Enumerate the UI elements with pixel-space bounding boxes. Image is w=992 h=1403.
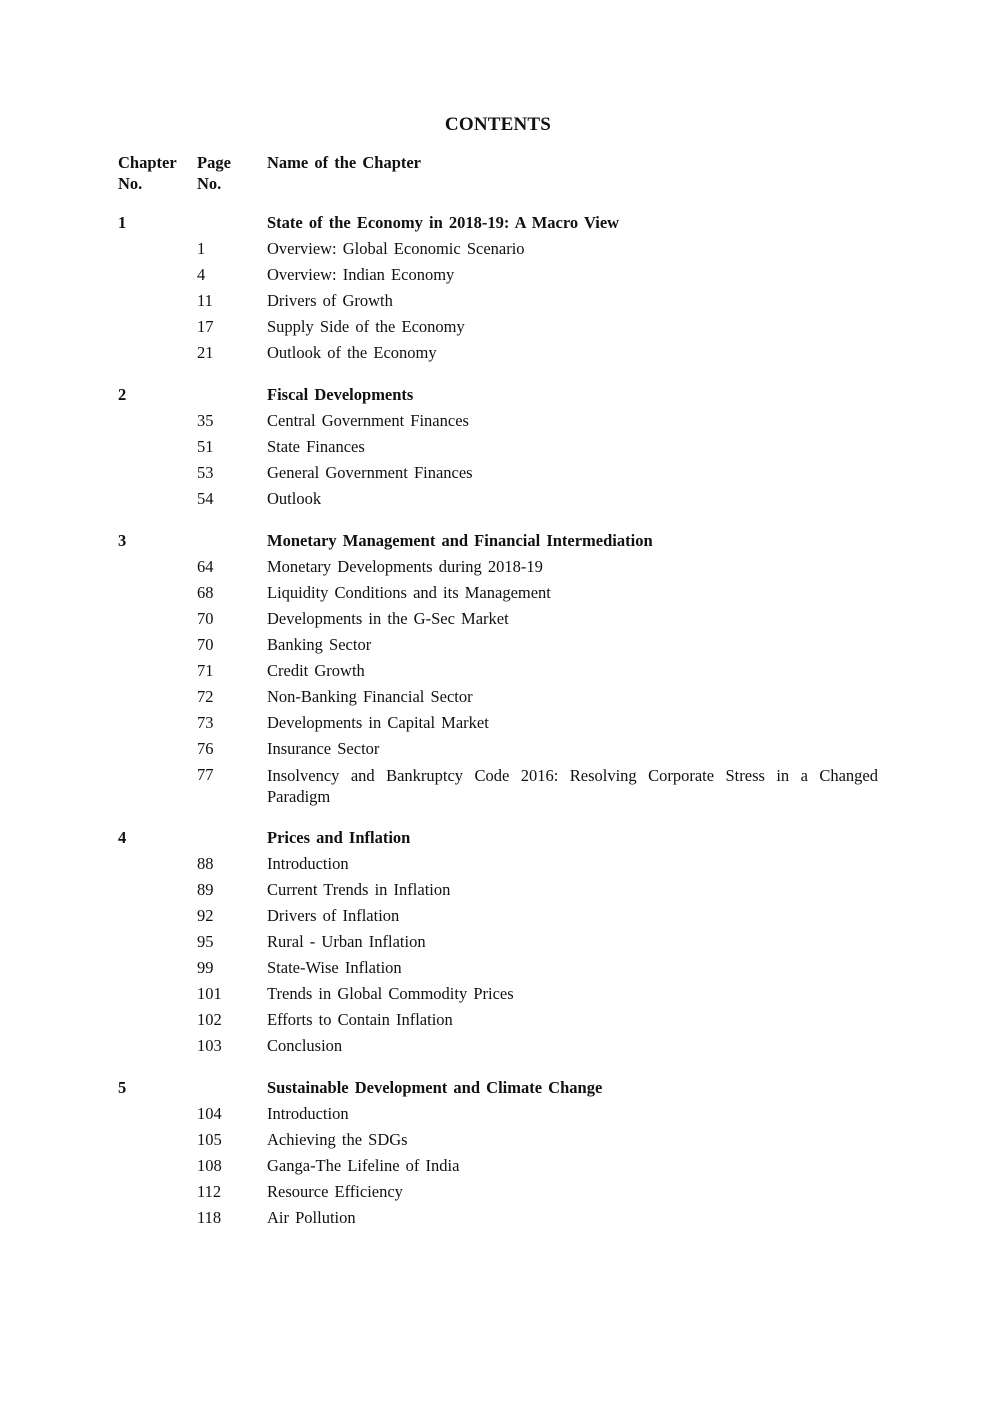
section-name: Introduction [267, 1104, 349, 1123]
section-chapter-blank [118, 632, 197, 658]
chapter-page-blank [197, 528, 267, 554]
chapter-block [118, 210, 878, 366]
chapter-block [118, 825, 878, 1059]
section-chapter-blank [118, 554, 197, 580]
chapter-row[interactable] [118, 825, 878, 851]
section-row[interactable] [118, 1153, 878, 1179]
section-page-number: 11 [197, 291, 213, 310]
chapter-no-header: Chapter No. [118, 153, 177, 193]
chapter-number: 2 [118, 385, 127, 404]
section-chapter-blank [118, 929, 197, 955]
section-page-number: 103 [197, 1036, 222, 1055]
section-page-number: 88 [197, 854, 214, 873]
section-page-number: 102 [197, 1010, 222, 1029]
section-name: Drivers of Inflation [267, 906, 400, 925]
section-page-number: 21 [197, 343, 214, 362]
section-chapter-blank [118, 903, 197, 929]
section-page-number: 108 [197, 1156, 222, 1175]
section-row[interactable] [118, 955, 878, 981]
section-page-number: 4 [197, 265, 206, 284]
section-chapter-blank [118, 1153, 197, 1179]
section-row[interactable] [118, 1179, 878, 1205]
chapter-title: Fiscal Developments [267, 385, 414, 404]
section-chapter-blank [118, 288, 197, 314]
section-chapter-blank [118, 658, 197, 684]
chapter-page-blank [197, 210, 267, 236]
section-name: Overview: Global Economic Scenario [267, 239, 525, 258]
section-row[interactable] [118, 262, 878, 288]
section-page-number: 17 [197, 317, 214, 336]
section-row[interactable] [118, 1205, 878, 1231]
section-page-number: 76 [197, 739, 214, 758]
section-chapter-blank [118, 762, 197, 809]
section-page-number: 89 [197, 880, 214, 899]
section-page-number: 92 [197, 906, 214, 925]
section-name: Supply Side of the Economy [267, 317, 465, 336]
section-chapter-blank [118, 1007, 197, 1033]
chapter-page-blank [197, 825, 267, 851]
section-page-number: 104 [197, 1104, 222, 1123]
section-row[interactable] [118, 434, 878, 460]
section-name: Current Trends in Inflation [267, 880, 451, 899]
section-chapter-blank [118, 710, 197, 736]
section-name: Trends in Global Commodity Prices [267, 984, 514, 1003]
section-row[interactable] [118, 486, 878, 512]
section-row[interactable] [118, 632, 878, 658]
chapter-block [118, 382, 878, 512]
section-chapter-blank [118, 1127, 197, 1153]
section-row[interactable] [118, 314, 878, 340]
section-chapter-blank [118, 1205, 197, 1231]
section-chapter-blank [118, 580, 197, 606]
section-chapter-blank [118, 684, 197, 710]
section-name: Non-Banking Financial Sector [267, 687, 473, 706]
chapter-title: Monetary Management and Financial Intermediation [267, 531, 653, 550]
section-page-number: 112 [197, 1182, 222, 1201]
section-chapter-blank [118, 851, 197, 877]
section-name: Outlook of the Economy [267, 343, 437, 362]
chapter-name-header: Name of the Chapter [267, 153, 422, 172]
section-name: Banking Sector [267, 635, 372, 654]
chapter-number: 5 [118, 1078, 127, 1097]
chapter-row[interactable] [118, 1075, 878, 1101]
section-row[interactable] [118, 684, 878, 710]
section-page-number: 51 [197, 437, 214, 456]
chapter-title: State of the Economy in 2018-19: A Macro View [267, 213, 620, 232]
section-page-number: 53 [197, 463, 214, 482]
section-chapter-blank [118, 1033, 197, 1059]
chapter-title: Sustainable Development and Climate Change [267, 1078, 603, 1097]
section-chapter-blank [118, 955, 197, 981]
section-chapter-blank [118, 1179, 197, 1205]
page-title: CONTENTS [444, 114, 552, 135]
section-chapter-blank [118, 262, 197, 288]
section-chapter-blank [118, 736, 197, 762]
section-row[interactable] [118, 981, 878, 1007]
section-page-number: 77 [197, 765, 214, 784]
section-page-number: 99 [197, 958, 214, 977]
section-page-number: 95 [197, 932, 214, 951]
chapter-page-blank [197, 1075, 267, 1101]
section-row[interactable] [118, 580, 878, 606]
section-name: Overview: Indian Economy [267, 265, 455, 284]
section-name: Achieving the SDGs [267, 1130, 408, 1149]
table-of-contents [118, 152, 878, 1247]
section-name: Credit Growth [267, 661, 365, 680]
section-name: Insolvency and Bankruptcy Code 2016: Resolving Corporate Stress in a Changed Paradigm [267, 766, 878, 806]
section-page-number: 101 [197, 984, 222, 1003]
section-row[interactable] [118, 710, 878, 736]
section-row[interactable] [118, 929, 878, 955]
chapter-row[interactable] [118, 382, 878, 408]
section-page-number: 70 [197, 609, 214, 628]
section-name: State Finances [267, 437, 365, 456]
section-name: Insurance Sector [267, 739, 380, 758]
chapter-page-blank [197, 382, 267, 408]
chapter-block [118, 528, 878, 809]
section-row[interactable] [118, 903, 878, 929]
section-row[interactable] [118, 340, 878, 366]
chapter-block [118, 1075, 878, 1231]
section-page-number: 68 [197, 583, 214, 602]
section-chapter-blank [118, 434, 197, 460]
section-row[interactable] [118, 408, 878, 434]
section-name: Monetary Developments during 2018-19 [267, 557, 543, 576]
section-name: General Government Finances [267, 463, 473, 482]
section-page-number: 64 [197, 557, 214, 576]
section-name: Developments in the G-Sec Market [267, 609, 509, 628]
section-chapter-blank [118, 340, 197, 366]
section-chapter-blank [118, 486, 197, 512]
section-chapter-blank [118, 460, 197, 486]
section-row[interactable] [118, 762, 878, 809]
section-row[interactable] [118, 1101, 878, 1127]
chapter-row[interactable] [118, 210, 878, 236]
chapter-list [118, 210, 878, 1231]
section-page-number: 105 [197, 1130, 222, 1149]
section-row[interactable] [118, 851, 878, 877]
section-row[interactable] [118, 236, 878, 262]
section-page-number: 35 [197, 411, 214, 430]
section-chapter-blank [118, 606, 197, 632]
page-no-header: Page No. [197, 153, 231, 193]
section-row[interactable] [118, 288, 878, 314]
section-chapter-blank [118, 877, 197, 903]
chapter-number: 4 [118, 828, 127, 847]
chapter-number: 1 [118, 213, 127, 232]
section-row[interactable] [118, 460, 878, 486]
chapter-number: 3 [118, 531, 127, 550]
section-name: Efforts to Contain Inflation [267, 1010, 453, 1029]
section-page-number: 71 [197, 661, 214, 680]
section-row[interactable] [118, 1127, 878, 1153]
section-chapter-blank [118, 981, 197, 1007]
section-name: Developments in Capital Market [267, 713, 489, 732]
section-row[interactable] [118, 1033, 878, 1059]
section-page-number: 118 [197, 1208, 222, 1227]
section-row[interactable] [118, 554, 878, 580]
section-page-number: 1 [197, 239, 206, 258]
chapter-row[interactable] [118, 528, 878, 554]
section-name: Ganga-The Lifeline of India [267, 1156, 460, 1175]
section-row[interactable] [118, 606, 878, 632]
section-name: Introduction [267, 854, 349, 873]
section-name: Liquidity Conditions and its Management [267, 583, 551, 602]
section-name: Air Pollution [267, 1208, 356, 1227]
section-row[interactable] [118, 736, 878, 762]
section-name: Resource Efficiency [267, 1182, 403, 1201]
section-row[interactable] [118, 1007, 878, 1033]
section-chapter-blank [118, 1101, 197, 1127]
section-name: Outlook [267, 489, 322, 508]
section-name: Conclusion [267, 1036, 343, 1055]
section-chapter-blank [118, 236, 197, 262]
section-chapter-blank [118, 408, 197, 434]
section-name: State-Wise Inflation [267, 958, 402, 977]
section-row[interactable] [118, 877, 878, 903]
section-name: Central Government Finances [267, 411, 469, 430]
toc-header-row [118, 152, 878, 194]
section-name: Rural - Urban Inflation [267, 932, 426, 951]
chapter-title: Prices and Inflation [267, 828, 411, 847]
section-page-number: 70 [197, 635, 214, 654]
section-page-number: 54 [197, 489, 214, 508]
section-page-number: 72 [197, 687, 214, 706]
section-chapter-blank [118, 314, 197, 340]
section-page-number: 73 [197, 713, 214, 732]
section-row[interactable] [118, 658, 878, 684]
section-name: Drivers of Growth [267, 291, 393, 310]
